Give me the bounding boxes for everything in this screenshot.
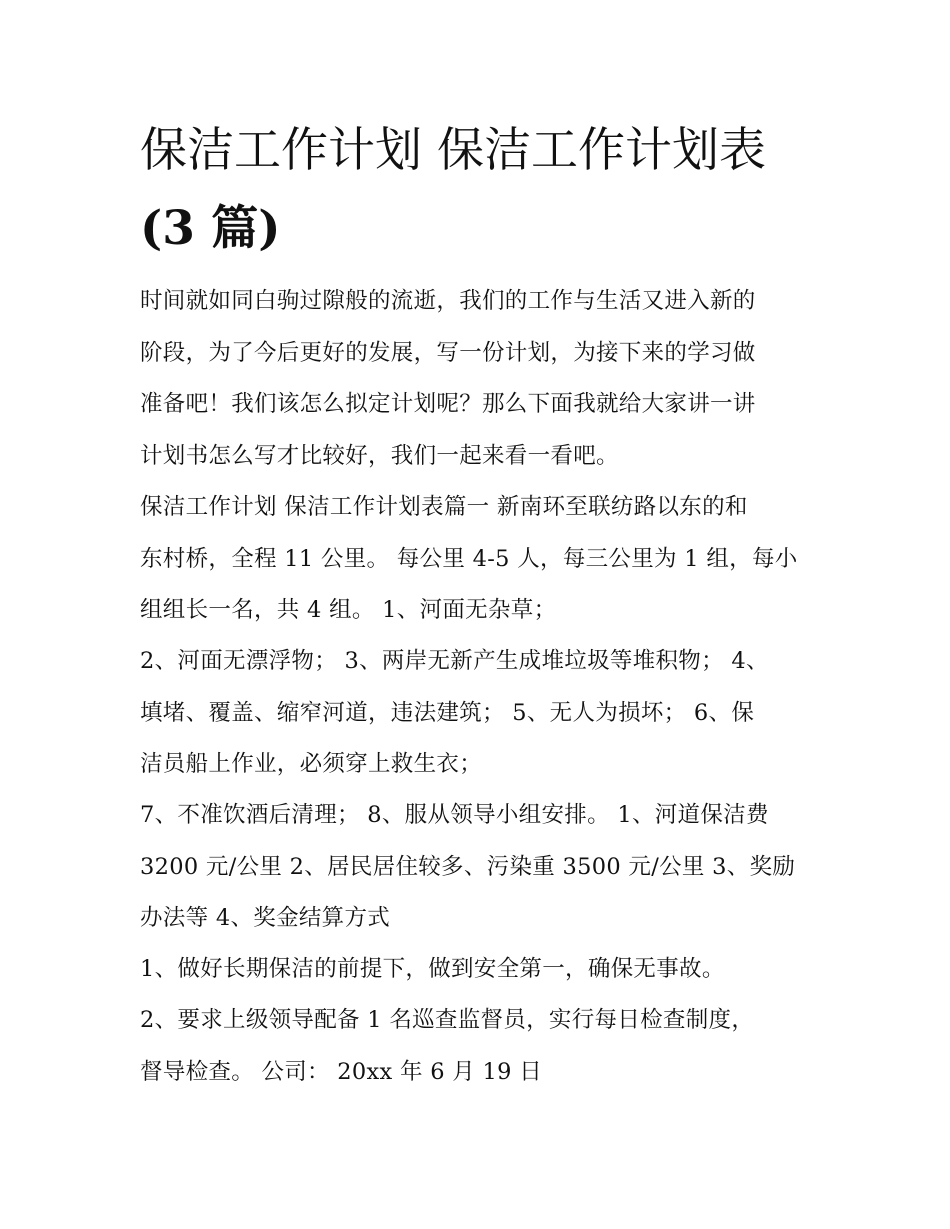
inspection-paragraph <box>140 995 820 1098</box>
intro-paragraph <box>140 276 820 482</box>
text-line: 东村桥，全程 11 公里。 每公里 4-5 人，每三公里为 1 组，每小 <box>140 545 798 572</box>
text-line: 2、河面无漂浮物； 3、两岸无新产生成堆垃圾等堆积物； 4、 <box>140 648 769 674</box>
safety-paragraph <box>140 944 820 996</box>
text-line: 组组长一名，共 4 组。 1、河面无杂草； <box>140 597 557 623</box>
text-line: 督导检查。 公司： 20xx 年 6 月 19 日 <box>140 1058 543 1085</box>
text-line: 2、要求上级领导配备 1 名巡查监督员，实行每日检查制度， <box>140 1007 755 1033</box>
fees-paragraph <box>140 790 820 945</box>
text-line: 准备吧！我们该怎么拟定计划呢？那么下面我就给大家讲一讲 <box>140 391 756 417</box>
document-title <box>140 112 840 268</box>
text-line: 洁员船上作业，必须穿上救生衣； <box>140 751 483 777</box>
text-line: 计划书怎么写才比较好，我们一起来看一看吧。 <box>140 442 619 469</box>
section-one-paragraph <box>140 482 820 637</box>
text-line: 3200 元/公里 2、居民居住较多、污染重 3500 元/公里 3、奖励 <box>140 853 796 880</box>
text-line: 办法等 4、奖金结算方式 <box>140 905 391 931</box>
title-line: 保洁工作计划 保洁工作计划表 <box>140 123 766 178</box>
text-line: 保洁工作计划 保洁工作计划表篇一 新南环至联纺路以东的和 <box>140 494 748 520</box>
text-line: 1、做好长期保洁的前提下，做到安全第一，确保无事故。 <box>140 956 725 982</box>
title-line: (3 篇) <box>140 201 281 256</box>
text-line: 7、不准饮酒后清理； 8、服从领导小组安排。 1、河道保洁费 <box>140 802 769 828</box>
text-line: 阶段，为了今后更好的发展，写一份计划，为接下来的学习做 <box>140 339 756 366</box>
text-line: 填堵、覆盖、缩窄河道，违法建筑； 5、无人为损坏； 6、保 <box>140 699 755 726</box>
text-line: 时间就如同白驹过隙般的流逝，我们的工作与生活又进入新的 <box>140 288 756 314</box>
requirements-paragraph <box>140 636 820 791</box>
